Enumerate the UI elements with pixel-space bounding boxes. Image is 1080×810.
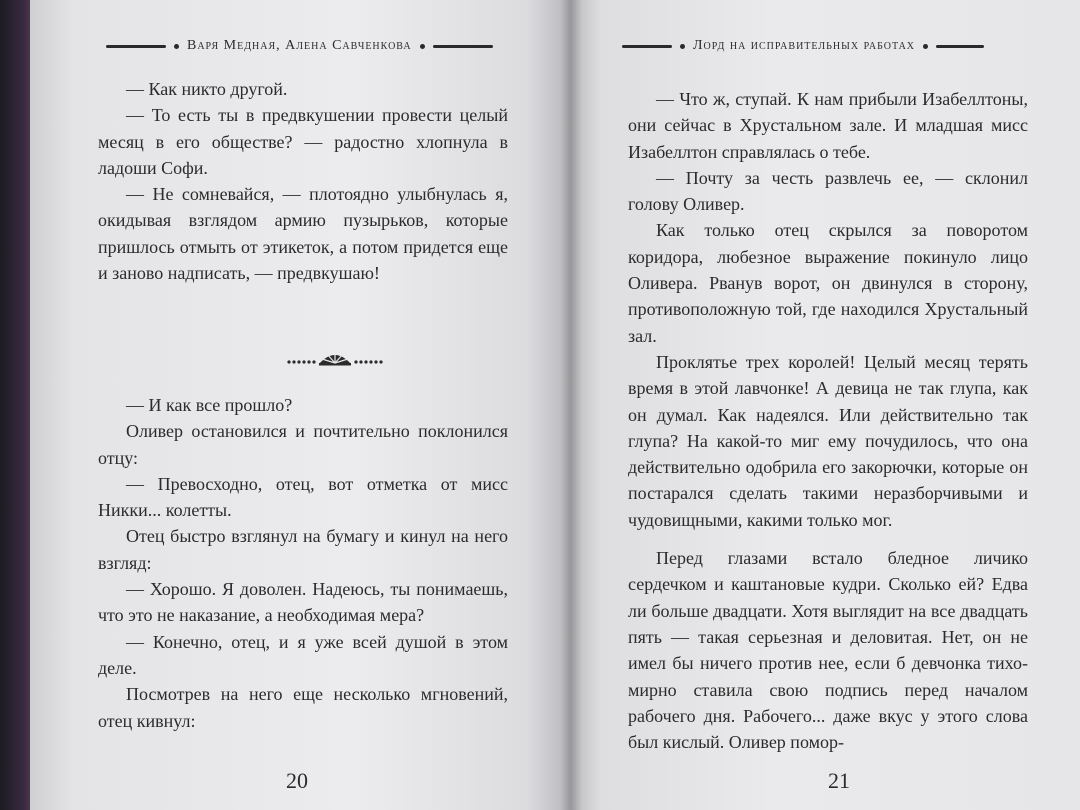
header-dot [174, 44, 179, 49]
paragraph: — Превосходно, отец, вот отметка от мисс Никки... колетты. [98, 473, 508, 521]
paragraph: — Конечно, отец, и я уже всей душой в этом деле. [98, 631, 508, 678]
left-text-top [98, 76, 508, 286]
paragraph: — Не сомневайся, — плотоядно улыбнулась я, окидывая взглядом армию пузырьков, которые пришлось отмыть от этикеток, а потом придется еще и заново надписать, — предвкушаю! [98, 184, 508, 284]
paragraph: — Как никто другой. [126, 79, 288, 99]
page-number-right: 21 [828, 768, 850, 793]
left-page [30, 0, 570, 810]
paragraph: — Почту за честь развлечь ее, — склонил голову Оливер. [628, 167, 1028, 215]
paragraph: Как только отец скрылся за поворотом коридора, любезное выражение покинуло лицо Оливера. Рванув ворот, он двинулся в сторону, противоположную той, где находился Хрустальный зал. [628, 220, 1028, 346]
book-gutter [560, 0, 582, 810]
paragraph: — То есть ты в предвкушении провести целый месяц в его обществе? — радостно хлопнула в ладоши Софи. [98, 105, 508, 178]
paragraph: Проклятье трех королей! Целый месяц терять время в этой лавчонке! А девица не так глупа, как он думал. Как надеялся. Или действительно так глупа? На какой-то миг ему почудилось, что она действительно одобрила его закорючки, которые он постарался сделать такими неразборчивыми и чудовищными, какими только мог. [628, 351, 1028, 530]
left-running-header [106, 38, 493, 54]
paragraph: Отец быстро взглянул на бумагу и кинул на него взгляд: [98, 526, 508, 573]
right-header-text: Лорд на исправительных работах [693, 38, 916, 53]
paragraph: — Что ж, ступай. К нам прибыли Изабеллтоны, они сейчас в Хрустальном зале. И младшая мисс Изабеллтон справлялась о тебе. [628, 89, 1028, 162]
header-dot [923, 44, 928, 49]
header-rule [936, 45, 984, 48]
fleuron-divider-icon [285, 344, 385, 370]
header-rule [433, 45, 493, 48]
header-dot [680, 44, 685, 49]
header-dot [420, 44, 425, 49]
right-running-header [622, 38, 984, 54]
paragraph: Посмотрев на него еще несколько мгновений, отец кивнул: [98, 684, 508, 731]
paragraph: — И как все прошло? [126, 395, 293, 415]
header-rule [106, 45, 166, 48]
paragraph: Оливер остановился и почтительно поклонился отцу: [98, 421, 508, 468]
paragraph: Перед глазами встало бледное личико сердечком и каштановые кудри. Сколько ей? Едва ли больше двадцати. Хотя выглядит на все двадцать пять — такая серьезная и деловитая. Нет, он не имел бы ничего против нее, если б девчонка тихо-мирно ставила свою подпись перед началом рабочего дня. Рабочего... даже вкус у этого слова был кислый. Оливер помор- [628, 548, 1028, 753]
header-rule [622, 45, 672, 48]
page-number-left: 20 [286, 768, 308, 793]
right-text [628, 86, 1028, 755]
left-header-text: Варя Медная, Алена Савченкова [187, 38, 412, 53]
left-text-bottom [98, 392, 508, 734]
paragraph: — Хорошо. Я доволен. Надеюсь, ты понимаешь, что это не наказание, а необходимая мера? [98, 579, 508, 626]
right-page [570, 0, 1080, 810]
